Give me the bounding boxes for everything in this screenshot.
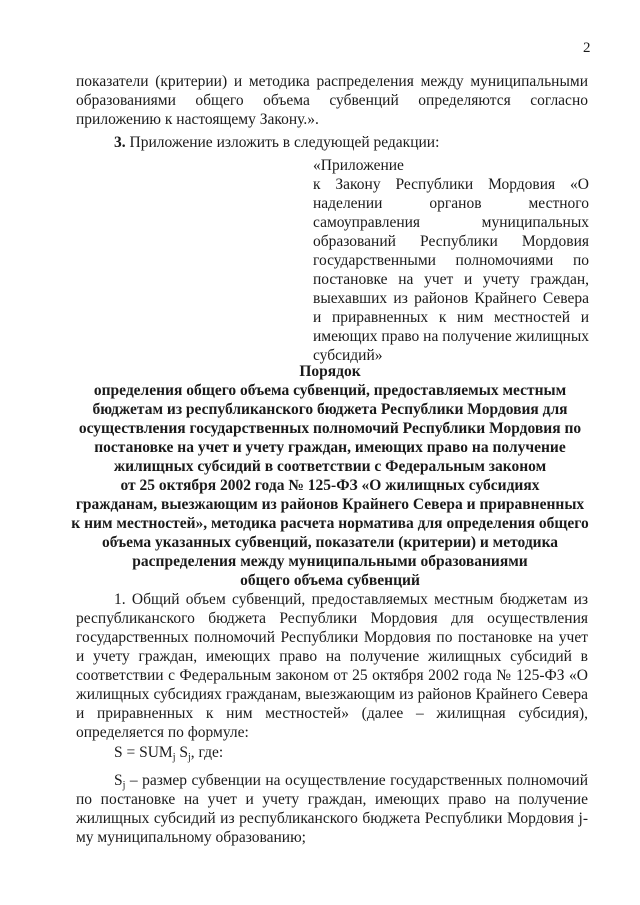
paragraph-1: 1. Общий объем субвенций, предоставляемых местным бюджетам из республиканского бюджета Республики Мордовия для осуществления государственных полномочий Республики Мордовия по постановке на учет и учету граждан, имеющих право на получение жилищных субсидий в соответствии с Федеральным законом от 25 октября 2002 года № 125-ФЗ «О жилищных субсидиях гражданам, выезжающим из районов Крайнего Севера и приравненных к ним местностей» (далее – жилищная субсидия), определяется по формуле: [76, 591, 588, 741]
formula-s: S [175, 744, 188, 761]
intro-paragraph: показатели (критерии) и методика распределения между муниципальными образованиями общего объема субвенций определяются согласно приложению к настоящему Закону.». [76, 73, 588, 128]
formula-sum: S = SUM [114, 744, 173, 761]
definition-symbol: S [114, 772, 123, 789]
title-line: гражданам, выезжающим из районов Крайнего Севера и приравненных [75, 496, 585, 513]
document-title [70, 362, 590, 590]
title-line: объема указанных субвенций, показатели (критерии) и методика [101, 534, 559, 551]
title-line: постановке на учет и учету граждан, имеющих право на получение [94, 439, 566, 456]
title-line: бюджетам из республиканского бюджета Республики Мордовия для [92, 401, 568, 418]
title-line: распределения между муниципальными образованиями [132, 553, 528, 570]
appendix-title: «Приложение [313, 157, 404, 174]
formula [114, 744, 223, 762]
item-3-text: Приложение изложить в следующей редакции: [125, 134, 440, 151]
title-line: осуществления государственных полномочий Республики Мордовия по [78, 420, 582, 437]
formula-where: , где: [190, 744, 224, 761]
title-line: к ним местностей», методика расчета норматива для определения общего [71, 515, 589, 532]
formula-subscript: j [188, 752, 191, 763]
definition-paragraph [76, 771, 588, 847]
item-3-paragraph [76, 133, 588, 152]
item-3-number: 3. [114, 134, 126, 151]
title-line: от 25 октября 2002 года № 125-ФЗ «О жилищных субсидиях [120, 477, 540, 494]
appendix-header [313, 156, 589, 365]
title-line: Порядок [299, 363, 361, 380]
page-number: 2 [583, 40, 591, 56]
title-line: жилищных субсидий в соответствии с Федеральным законом [113, 458, 547, 475]
title-line: определения общего объема субвенций, предоставляемых местным [93, 382, 567, 399]
formula-subscript: j [172, 752, 176, 763]
definition-subscript: j [122, 780, 126, 791]
appendix-reference: к Закону Республики Мордовия «О наделении органов местного самоуправления муниципальных образований Республики Мордовия государственными полномочиями по постановке на учет и учету граждан, выехавших из районов Крайнего Севера и приравненных к ним местностей и имеющих право на получение жилищных субсидий» [313, 176, 590, 364]
definition-text: – размер субвенции на осуществление государственных полномочий по постановке на учет и учету граждан, имеющих право на получение жилищных субсидий из республиканского бюджета Республики Мордовия j-му муниципальному образованию; [76, 772, 588, 846]
title-line: общего объема субвенций [240, 572, 420, 589]
